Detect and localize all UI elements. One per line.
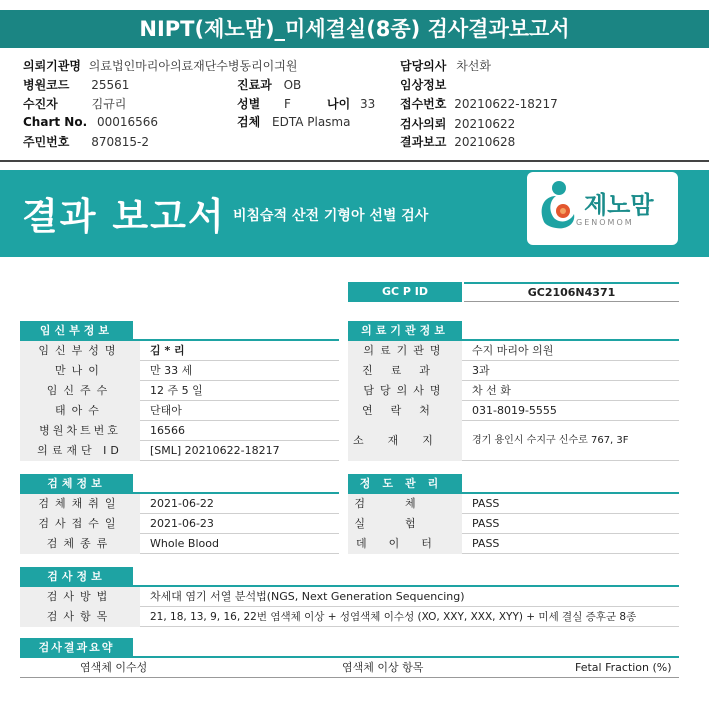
table-row — [20, 401, 339, 421]
meta-dept-label: 진료과 — [237, 78, 272, 92]
row-label: 임신주수 — [20, 381, 140, 401]
banner-title: 결과 보고서 — [22, 195, 226, 238]
row-value: 김 * 리 — [150, 344, 185, 357]
table-row — [20, 381, 339, 401]
table-row — [348, 341, 679, 361]
meta-institution — [23, 57, 297, 74]
row-label: 검사접수일 — [20, 514, 140, 534]
meta-resident-value: 870815-2 — [91, 135, 149, 149]
row-value: 3과 — [472, 364, 490, 377]
meta-examinee — [23, 95, 126, 112]
row-label: 검사방법 — [20, 587, 140, 607]
row-label: 태아수 — [20, 401, 140, 421]
row-label: 실험 — [348, 514, 462, 534]
table-row — [348, 421, 679, 461]
row-value: 경기 용인시 수지구 신수로 767, 3F — [472, 435, 629, 446]
row-value: 031-8019-5555 — [472, 404, 557, 417]
row-value: 만 33 세 — [150, 364, 193, 377]
header-separator — [0, 160, 709, 162]
row-label: 연락처 — [348, 401, 462, 421]
meta-chart — [23, 115, 158, 129]
table-row — [20, 361, 339, 381]
meta-request-value: 20210622 — [454, 117, 516, 131]
meta-report-value: 20210628 — [454, 135, 516, 149]
meta-sex-label: 성별 — [237, 97, 261, 111]
meta-report-label: 결과보고 — [400, 135, 447, 149]
summary-header-row — [20, 658, 679, 678]
meta-sex-value: F — [284, 97, 291, 111]
meta-age — [327, 95, 375, 112]
meta-receipt — [400, 95, 558, 112]
table-row — [20, 607, 679, 627]
section-institution-title: 의료기관정보 — [348, 321, 462, 341]
row-value: [SML] 20210622-18217 — [150, 444, 280, 457]
meta-age-label: 나이 — [327, 97, 351, 111]
meta-request — [400, 115, 515, 132]
meta-clinical — [400, 76, 446, 93]
meta-dept — [237, 76, 301, 93]
table-row — [348, 494, 679, 514]
meta-receipt-label: 접수번호 — [400, 97, 447, 111]
section-specimen-title: 검체정보 — [20, 474, 133, 494]
banner-subtitle: 비침습적 산전 기형아 선별 검사 — [233, 208, 429, 224]
row-value: 2021-06-22 — [150, 497, 214, 510]
row-label: 임신부성명 — [20, 341, 140, 361]
table-row — [348, 381, 679, 401]
row-label: 소재지 — [348, 421, 462, 461]
meta-doctor — [400, 57, 491, 74]
row-label: 병원차트번호 — [20, 421, 140, 441]
meta-resident-label: 주민번호 — [23, 135, 70, 149]
table-row — [348, 534, 679, 554]
table-row — [20, 341, 339, 361]
row-value: 차세대 염기 서열 분석법(NGS, Next Generation Sequencing) — [150, 590, 465, 603]
row-label: 검체채취일 — [20, 494, 140, 514]
row-value: PASS — [472, 537, 500, 550]
meta-hospital-code — [23, 76, 129, 93]
meta-clinical-label: 임상정보 — [400, 78, 447, 92]
meta-receipt-value: 20210622-18217 — [454, 97, 558, 111]
meta-institution-value: 의료법인마리아의료재단수병동리이긔원 — [88, 59, 298, 73]
summary-col-abnormal: 염색체 이상 항목 — [342, 661, 424, 674]
meta-institution-label: 의뢰기관명 — [23, 59, 81, 73]
table-row — [20, 534, 339, 554]
row-value: Whole Blood — [150, 537, 219, 550]
table-row — [20, 514, 339, 534]
meta-specimen-label: 검체 — [237, 115, 261, 129]
report-title: NIPT(제노맘)_미세결실(8종) 검사결과보고서 — [0, 10, 709, 48]
row-label: 데이터 — [348, 534, 462, 554]
meta-sex — [237, 95, 291, 112]
meta-specimen-value: EDTA Plasma — [272, 115, 351, 129]
row-value: 21, 18, 13, 9, 16, 22번 염색체 이상 + 성염색체 이수성 (XO, XXY, XXX, XYY) + 미세 결실 증후군 8종 — [150, 611, 637, 623]
meta-chart-label: Chart No. — [23, 115, 88, 129]
row-label: 검체 — [348, 494, 462, 514]
meta-hospital-code-label: 병원코드 — [23, 78, 70, 92]
section-summary-title: 검사결과요약 — [20, 638, 133, 658]
logo-text: 제노맘 — [584, 191, 654, 219]
meta-doctor-label: 담당의사 — [400, 59, 447, 73]
row-value: 차 선 화 — [472, 384, 511, 397]
meta-doctor-value: 차선화 — [456, 59, 491, 73]
meta-age-value: 33 — [360, 97, 376, 111]
table-row — [20, 494, 339, 514]
row-label: 검체종류 — [20, 534, 140, 554]
meta-examinee-value: 김규리 — [91, 97, 127, 111]
section-qc-title: 정도관리 — [348, 474, 462, 494]
table-row — [348, 361, 679, 381]
meta-resident — [23, 133, 149, 150]
row-label: 의료기관명 — [348, 341, 462, 361]
section-test-title: 검사정보 — [20, 567, 133, 587]
table-row — [20, 421, 339, 441]
row-value: 수지 마리아 의원 — [472, 344, 554, 357]
gc-pid-label: GC P ID — [348, 282, 462, 302]
row-label: 검사항목 — [20, 607, 140, 627]
row-value: PASS — [472, 517, 500, 530]
row-value: 2021-06-23 — [150, 517, 214, 530]
logo-subtext: GENOMOM — [576, 218, 634, 227]
table-row — [20, 441, 339, 461]
summary-col-aneuploidy: 염색체 이수성 — [80, 661, 148, 674]
meta-report — [400, 133, 515, 150]
row-label: 담당의사명 — [348, 381, 462, 401]
row-value: PASS — [472, 497, 500, 510]
meta-hospital-code-value: 25561 — [91, 78, 130, 92]
meta-request-label: 검사의뢰 — [400, 117, 447, 131]
meta-dept-value: OB — [283, 78, 302, 92]
summary-col-fetal-fraction: Fetal Fraction (%) — [575, 661, 672, 674]
meta-chart-value: 00016566 — [96, 115, 159, 129]
row-label: 만나이 — [20, 361, 140, 381]
row-label: 진료과 — [348, 361, 462, 381]
row-label: 의료재단 ID — [20, 441, 140, 461]
table-row — [20, 587, 679, 607]
section-pregnant-title: 임신부정보 — [20, 321, 133, 341]
table-row — [348, 514, 679, 534]
row-value: 12 주 5 일 — [150, 384, 203, 397]
gc-pid-value: GC2106N4371 — [464, 282, 679, 302]
meta-examinee-label: 수진자 — [23, 97, 58, 111]
table-row — [348, 401, 679, 421]
row-value: 16566 — [150, 424, 185, 437]
meta-specimen — [237, 113, 350, 130]
row-value: 단태아 — [150, 404, 182, 417]
